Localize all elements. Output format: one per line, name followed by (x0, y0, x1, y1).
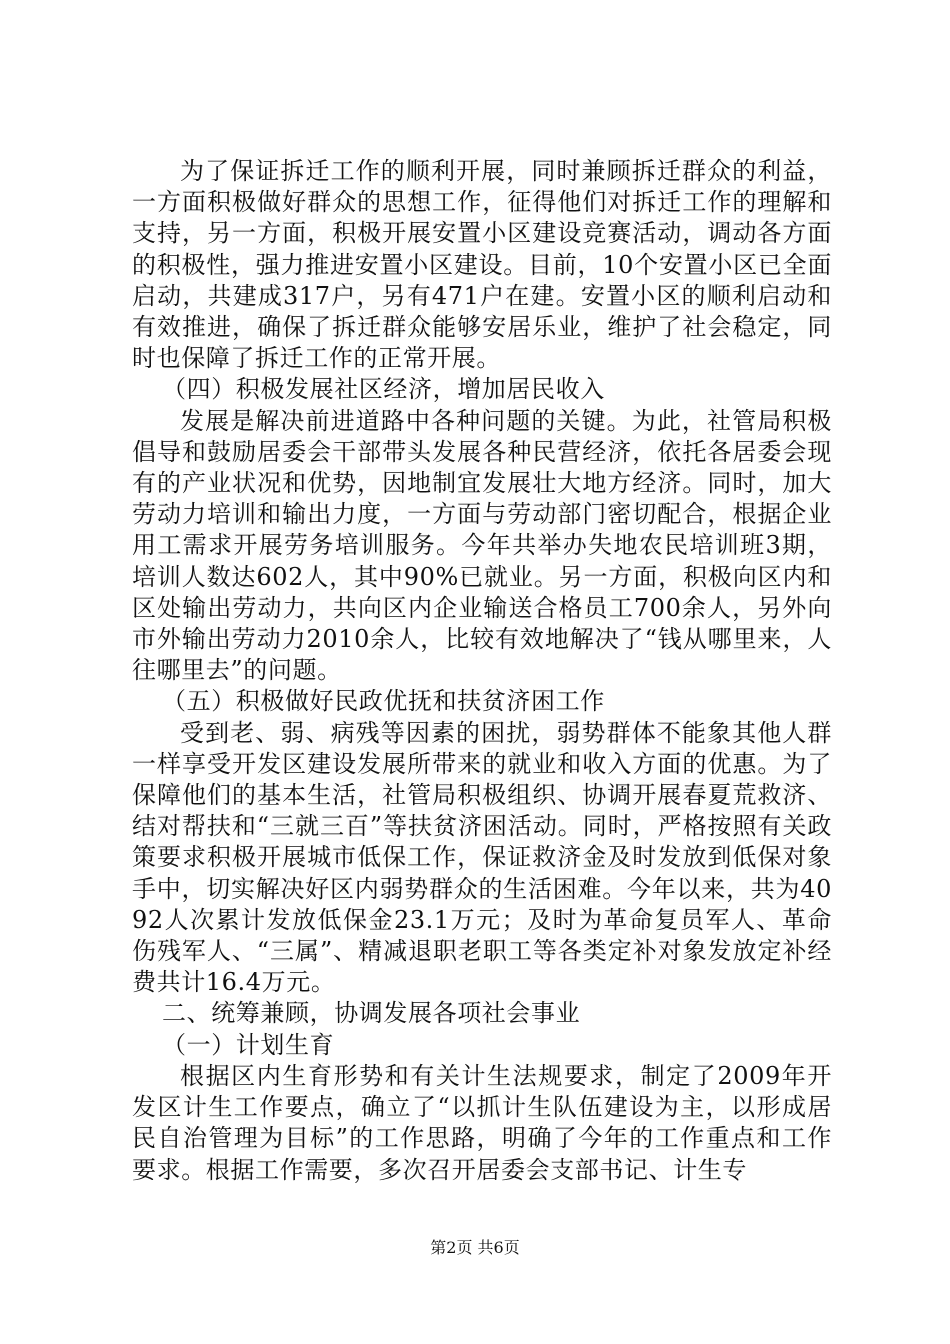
section-heading-civil-affairs: （五）积极做好民政优抚和扶贫济困工作 (162, 687, 605, 716)
section-heading-family-planning: （一）计划生育 (162, 1030, 335, 1059)
document-body (132, 156, 832, 1186)
paragraph-community-economy: 发展是解决前进道路中各种问题的关键。为此，社管局积极倡导和鼓励居委会干部带头发展各种民营经济，依托各居委会现有的产业状况和优势，因地制宜发展壮大地方经济。同时，加大劳动力培训和输出力度，一方面与劳动部门密切配合，根据企业用工需求开展劳务培训服务。今年共举办失地农民培训班3期，培训人数达602人，其中90%已就业。另一方面，积极向区内和区处输出劳动力，共向区内企业输送合格员工700余人，另外向市外输出劳动力2010余人，比较有效地解决了“钱从哪里来，人往哪里去”的问题。 (132, 406, 832, 685)
paragraph-relocation: 为了保证拆迁工作的顺利开展，同时兼顾拆迁群众的利益，一方面积极做好群众的思想工作，征得他们对拆迁工作的理解和支持，另一方面，积极开展安置小区建设竞赛活动，调动各方面的积极性，强力推进安置小区建设。目前，10个安置小区已全面启动，共建成317户，另有471户在建。安置小区的顺利启动和有效推进，确保了拆迁群众能够安居乐业，维护了社会稳定，同时也保障了拆迁工作的正常开展。 (132, 157, 832, 373)
section-heading-community-economy: （四）积极发展社区经济，增加居民收入 (162, 375, 605, 404)
paragraph-civil-affairs: 受到老、弱、病残等因素的困扰，弱势群体不能象其他人群一样享受开发区建设发展所带来的就业和收入方面的优惠。为了保障他们的基本生活，社管局积极组织、协调开展春夏荒救济、结对帮扶和“三就三百”等扶贫济困活动。同时，严格按照有关政策要求积极开展城市低保工作，保证救济金及时发放到低保对象手中，切实解决好区内弱势群众的生活困难。今年以来，共为4092人次累计发放低保金23.1万元；及时为革命复员军人、革命伤残军人、“三属”、精减退职老职工等各类定补对象发放定补经费共计16.4万元。 (132, 718, 832, 997)
chapter-heading-social-affairs: 二、统筹兼顾，协调发展各项社会事业 (162, 999, 581, 1028)
page-number-footer: 第2页 共6页 (430, 1238, 520, 1257)
paragraph-family-planning: 根据区内生育形势和有关计生法规要求，制定了2009年开发区计生工作要点，确立了“以抓计生队伍建设为主，以形成居民自治管理为目标”的工作思路，明确了今年的工作重点和工作要求。根据工作需要，多次召开居委会支部书记、计生专 (132, 1061, 832, 1184)
